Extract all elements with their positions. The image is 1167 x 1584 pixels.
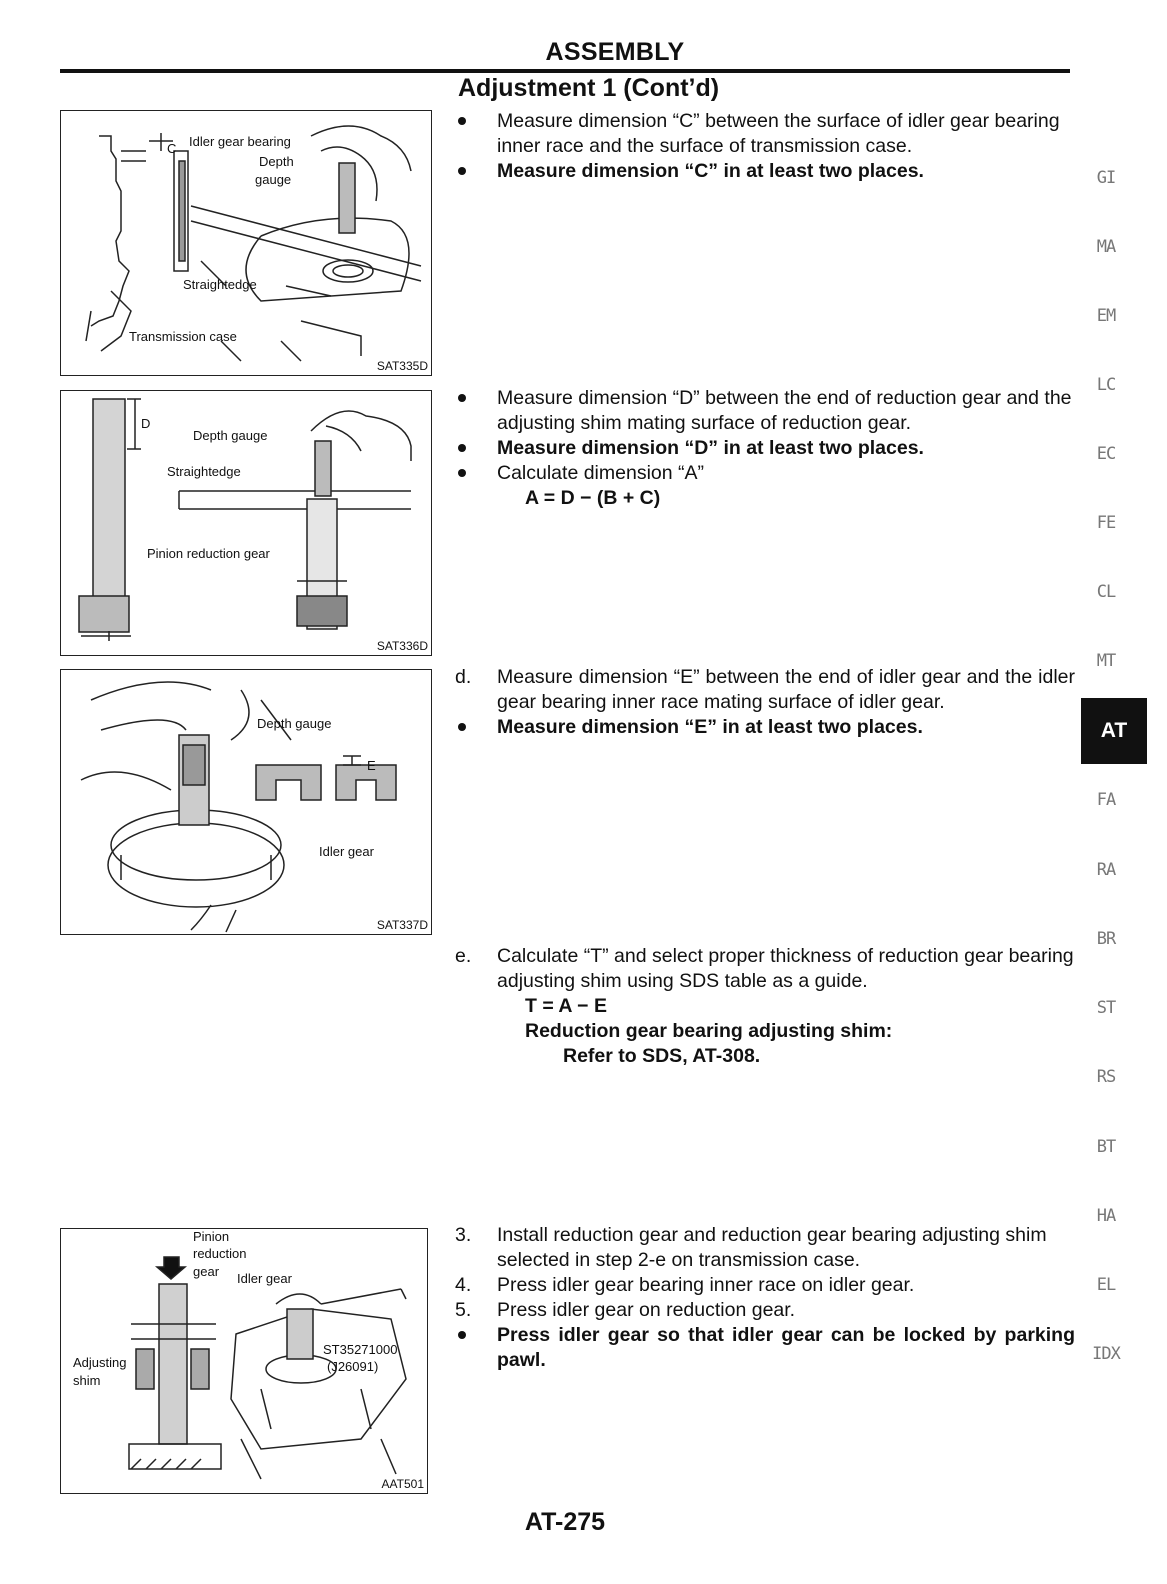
side-tab-idx[interactable]: IDX <box>1092 1344 1120 1364</box>
figure-code: SAT335D <box>376 359 428 373</box>
side-tab-fa[interactable]: FA <box>1096 790 1116 810</box>
figure-code: SAT336D <box>376 639 428 653</box>
label-reduction: reduction <box>193 1246 247 1261</box>
text-block-t <box>455 944 1075 1069</box>
side-tab-rs[interactable]: RS <box>1096 1067 1116 1087</box>
label-gear: gear <box>193 1264 220 1279</box>
step-text: Calculate “T” and select proper thickness of reduction gear bearing adjusting shim using SDS table as a guide. <box>497 945 1074 992</box>
label-straightedge: Straightedge <box>183 277 257 292</box>
step-text: Install reduction gear and reduction gear bearing adjusting shim selected in step 2-e on transmission case. <box>497 1224 1047 1271</box>
side-tab-lc[interactable]: LC <box>1096 375 1116 395</box>
side-tab-st[interactable]: ST <box>1096 998 1116 1018</box>
step-text: Measure dimension “C” in at least two places. <box>497 160 924 182</box>
step-item <box>455 1223 1075 1273</box>
step-item <box>455 461 1075 486</box>
step-text: Press idler gear bearing inner race on idler gear. <box>497 1274 915 1296</box>
label-depth-gauge: Depth gauge <box>257 716 332 731</box>
header-rule <box>60 69 1070 73</box>
text-block-c <box>455 109 1075 184</box>
step-marker: 5. <box>455 1299 472 1321</box>
side-tab-ec[interactable]: EC <box>1096 444 1116 464</box>
step-marker: 4. <box>455 1274 472 1296</box>
figure-illustration <box>61 670 431 934</box>
step-marker: d. <box>455 666 472 688</box>
side-tab-at[interactable]: AT <box>1081 698 1147 764</box>
label-e: E <box>367 758 376 773</box>
side-tab-ma[interactable]: MA <box>1096 237 1116 257</box>
step-text: Measure dimension “E” in at least two places. <box>497 716 923 738</box>
figure-illustration <box>61 111 431 375</box>
label-gauge: gauge <box>255 172 292 187</box>
step-item <box>455 665 1075 715</box>
figure-sat337d <box>60 669 432 935</box>
side-tab-ha[interactable]: HA <box>1096 1206 1116 1226</box>
formula-a: A = D − (B + C) <box>525 487 661 509</box>
label-idler-gear-bearing: Idler gear bearing <box>189 134 291 149</box>
step-text: Calculate dimension “A” <box>497 462 705 484</box>
step-item <box>455 1323 1075 1373</box>
step-text: Press idler gear so that idler gear can be locked by parking pawl. <box>497 1324 1075 1371</box>
step-marker: e. <box>455 945 472 967</box>
step-item <box>455 715 1075 740</box>
side-tab-em[interactable]: EM <box>1096 306 1116 326</box>
step-text: Measure dimension “D” between the end of reduction gear and the adjusting shim mating surface of reduction gear. <box>497 387 1072 434</box>
text-block-install <box>455 1223 1075 1373</box>
side-tab-fe[interactable]: FE <box>1096 513 1116 533</box>
label-tool-number: ST35271000 <box>323 1342 398 1357</box>
step-text: Press idler gear on reduction gear. <box>497 1299 796 1321</box>
label-d: D <box>141 416 151 431</box>
spec-label: Reduction gear bearing adjusting shim: <box>525 1020 893 1042</box>
side-tab-cl[interactable]: CL <box>1096 582 1116 602</box>
step-text: Measure dimension “C” between the surface of idler gear bearing inner race and the surface of transmission case. <box>497 110 1060 157</box>
label-depth-gauge: Depth gauge <box>193 428 268 443</box>
figure-sat335d <box>60 110 432 376</box>
label-depth: Depth <box>259 154 294 169</box>
label-straightedge: Straightedge <box>167 464 241 479</box>
label-idler-gear: Idler gear <box>237 1271 292 1286</box>
side-tab-bt[interactable]: BT <box>1096 1137 1116 1157</box>
page-number: AT-275 <box>524 1508 606 1536</box>
figure-code: SAT337D <box>376 918 428 932</box>
page-subtitle: Adjustment 1 (Cont’d) <box>458 74 720 102</box>
label-shim: shim <box>73 1373 101 1388</box>
step-item <box>455 1273 1075 1298</box>
step-text: Measure dimension “D” in at least two places. <box>497 437 924 459</box>
text-block-d <box>455 386 1075 511</box>
figure-aat501 <box>60 1228 428 1494</box>
label-pinion: Pinion <box>193 1229 230 1244</box>
step-item <box>455 436 1075 461</box>
side-tab-gi[interactable]: GI <box>1096 168 1116 188</box>
label-pinion-reduction-gear: Pinion reduction gear <box>147 546 270 561</box>
label-adjusting: Adjusting <box>73 1355 127 1370</box>
figure-code: AAT501 <box>381 1477 424 1491</box>
section-title: ASSEMBLY <box>545 38 685 66</box>
step-item <box>455 944 1075 994</box>
label-transmission-case: Transmission case <box>129 329 237 344</box>
step-text: Measure dimension “E” between the end of idler gear and the idler gear bearing inner race mating surface of idler gear. <box>497 666 1075 713</box>
side-tab-el[interactable]: EL <box>1096 1275 1116 1295</box>
step-item <box>455 109 1075 159</box>
figure-sat336d <box>60 390 432 656</box>
label-idler-gear: Idler gear <box>319 844 374 859</box>
step-item <box>455 1298 1075 1323</box>
side-tab-mt[interactable]: MT <box>1096 651 1116 671</box>
label-c: C <box>167 141 177 156</box>
step-item <box>455 386 1075 436</box>
formula-t: T = A − E <box>525 995 607 1017</box>
label-tool-ref: (J26091) <box>327 1359 379 1374</box>
side-tab-br[interactable]: BR <box>1096 929 1116 949</box>
step-marker: 3. <box>455 1224 472 1246</box>
side-tab-ra[interactable]: RA <box>1096 860 1116 880</box>
text-block-e <box>455 665 1075 740</box>
step-item <box>455 159 1075 184</box>
spec-reference: Refer to SDS, AT-308. <box>563 1045 761 1067</box>
